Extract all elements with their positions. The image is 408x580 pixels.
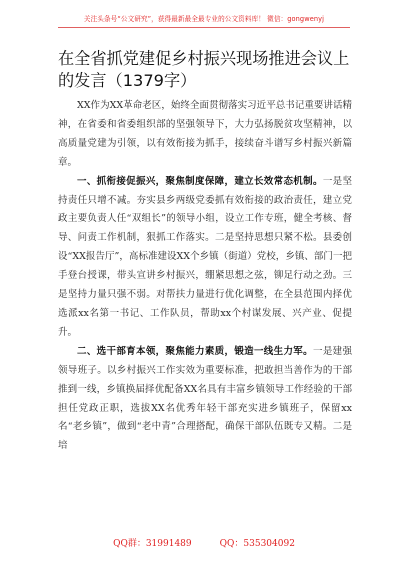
paragraph-section-2	[58, 343, 352, 456]
document-body	[58, 97, 352, 456]
paragraph-heading: 一、抓衔接促振兴，聚焦制度保障，建立长效常态机制。	[77, 175, 323, 187]
qq-number: QQ：535304092	[219, 539, 295, 549]
paragraph-text: XX作为XX革命老区，始终全面贯彻落实习近平总书记重要讲话精神，在省委和省委组织部的坚强领导下，大力弘扬脱贫攻坚精神，以高质量党建为引领，以有效衔接为抓手，接续奋斗谱写乡村振兴新篇章。	[58, 100, 352, 168]
paragraph-text: 一是坚持责任只增不减。夯实县乡两级党委抓有效衔接的政治责任，建立党政主要负责人任“双组长”的领导小组，设立工作专班，健全考核、督导、问责工作机制，狠抓工作落实。二是坚持思想只紧不松。县委创设“XX报告厅”，高标准建设XX个乡镇（街道）党校，乡镇、部门一把手登台授课，带头宣讲乡村振兴，绷紧思想之弦，铆足行动之劲。三是坚持力量只强不弱。对帮扶力量进行优化调整，在全县范围内择优选派xx名第一书记、工作队员，帮助xx个村谋发展、兴产业、促提升。	[58, 175, 352, 338]
paragraph-heading: 二、选干部育本领，聚焦能力素质，锻造一线生力军。	[77, 345, 313, 357]
watermark-banner: 关注头条号“公文研究”，获得最新最全最专业的公文资料库！ 微信：gongwenyj	[83, 15, 325, 23]
paragraph-section-1	[58, 173, 352, 343]
document-title: 在全省抓党建促乡村振兴现场推进会议上的发言（1379字）	[58, 49, 350, 90]
header-divider	[58, 27, 350, 28]
paragraph-intro	[58, 97, 352, 173]
qq-group: QQ群：31991489	[113, 539, 192, 549]
paragraph-text: 一是建强领导班子。以乡村振兴工作实效为重要标准，把敢担当善作为的干部推到一线，乡镇换届择优配备XX名具有丰富乡镇领导工作经验的干部担任党政正职，选拔XX名优秀年轻干部充实进乡镇班子，保留xx名“老乡镇”，做到“老中青”合理搭配，确保干部队伍既专又精。二是培	[58, 345, 352, 452]
contact-footer	[0, 536, 408, 549]
